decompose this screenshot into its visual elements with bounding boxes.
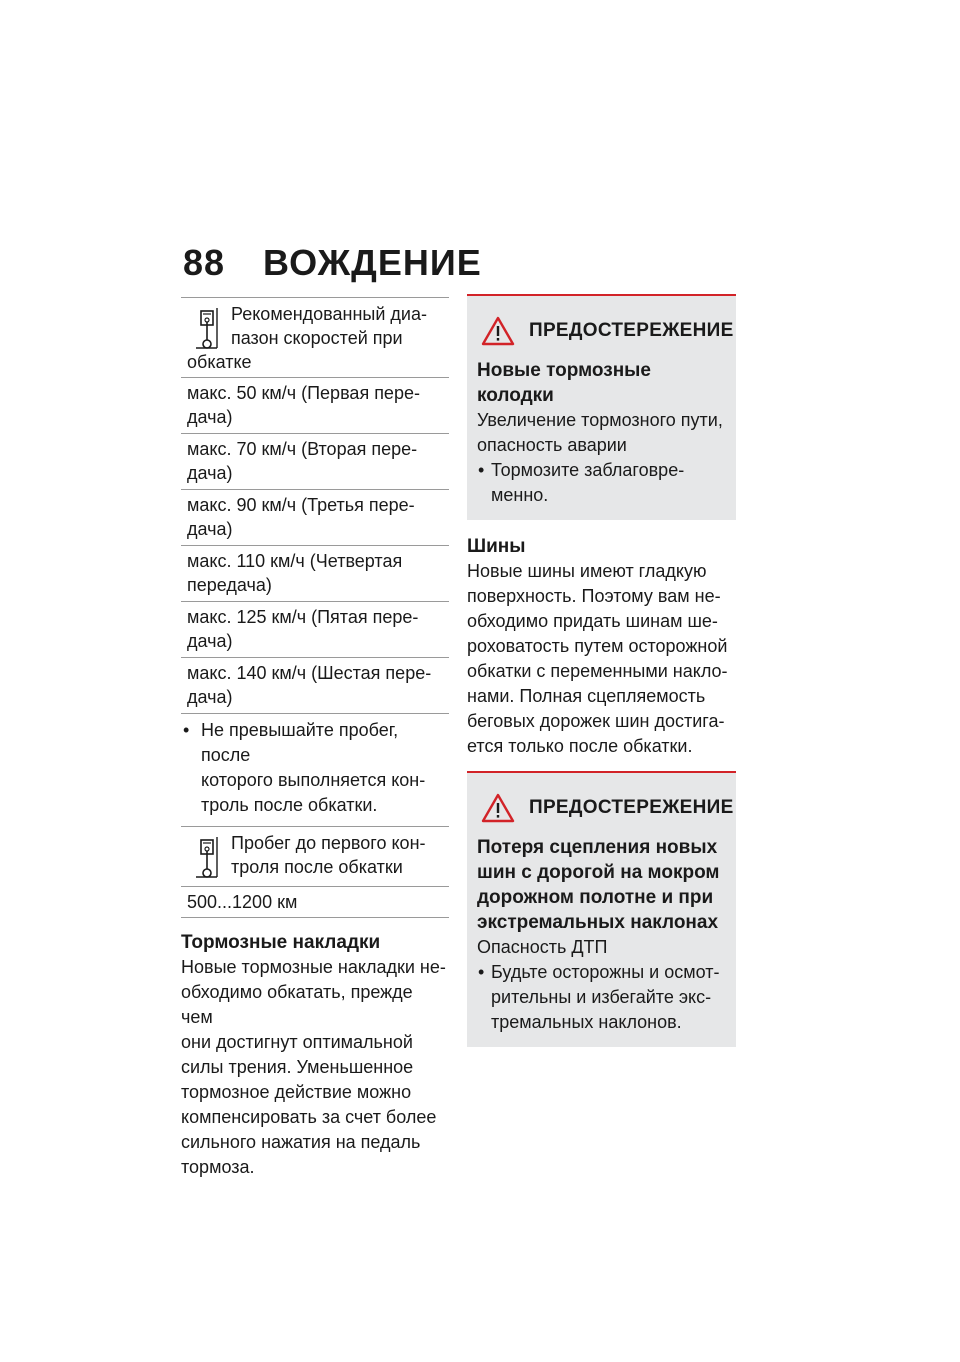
bullet-line: которого выполняется кон-	[201, 770, 426, 790]
table-row	[181, 378, 449, 434]
warning-text	[477, 408, 726, 458]
left-column	[181, 297, 449, 1180]
brake-pads-heading: Тормозные накладки	[181, 932, 381, 953]
text-line: тремальных наклонов.	[491, 1012, 682, 1032]
text-line: они достигнут оптимальной	[181, 1032, 413, 1052]
bullet-item	[181, 718, 449, 818]
text-line: поверхность. Поэтому вам не-	[467, 586, 721, 606]
table-cell-line: дача)	[187, 519, 233, 539]
first-inspection-table-head	[181, 827, 449, 887]
warning-triangle-icon	[481, 793, 515, 823]
table-row	[181, 658, 449, 714]
table-cell-line: дача)	[187, 463, 233, 483]
warning-bullet	[477, 458, 726, 508]
table-cell-line: макс. 125 км/ч (Пятая пере-	[187, 607, 419, 627]
text-line: сильного нажатия на педаль	[181, 1132, 421, 1152]
text-line: Увеличение тормозного пути,	[477, 410, 723, 430]
tires-heading: Шины	[467, 536, 526, 557]
warning-triangle-icon	[481, 316, 515, 346]
first-inspection-table	[181, 826, 449, 918]
page-header	[183, 238, 482, 288]
text-line: нами. Полная сцепляемость	[467, 686, 706, 706]
right-column	[467, 294, 736, 1047]
warning-title-row	[477, 791, 734, 825]
bullet-line: троль после обкатки.	[201, 795, 378, 815]
text-line: Новые тормозные накладки не-	[181, 957, 446, 977]
text-line: компенсировать за счет более	[181, 1107, 437, 1127]
table-row	[181, 546, 449, 602]
piston-icon	[195, 308, 219, 350]
text-line: обкатки с переменными накло-	[467, 661, 728, 681]
table-head-line: пазон скоростей при	[231, 328, 403, 348]
table-cell-line: передача)	[187, 575, 272, 595]
table-cell-value: 500...1200 км	[187, 892, 298, 912]
text-line: Опасность ДТП	[477, 937, 608, 957]
warning-title: ПРЕДОСТЕРЕЖЕНИЕ	[529, 320, 734, 341]
text-line: менно.	[491, 485, 549, 505]
table-head-line: троля после обкатки	[231, 857, 403, 877]
text-line: Потеря сцепления новых	[477, 837, 718, 858]
warning-heading	[477, 835, 726, 935]
tires-text	[467, 559, 736, 759]
text-line: опасность аварии	[477, 435, 627, 455]
table-cell-line: дача)	[187, 631, 233, 651]
table-cell-line: макс. 140 км/ч (Шестая пере-	[187, 663, 432, 683]
bullet-line: • Не превышайте пробег, после	[201, 720, 399, 765]
warning-bullet	[477, 960, 726, 1035]
warning-box-brake-pads	[467, 294, 736, 520]
break-in-speed-table	[181, 297, 449, 714]
text-line: силы трения. Уменьшенное	[181, 1057, 414, 1077]
page-number: 88	[183, 242, 226, 283]
table-row	[181, 434, 449, 490]
text-line: ется только после обкатки.	[467, 736, 693, 756]
text-line: • Тормозите заблаговре-	[491, 460, 685, 480]
table-row	[181, 490, 449, 546]
warning-box-new-tires	[467, 771, 736, 1047]
text-line: рительны и избегайте экс-	[491, 987, 712, 1007]
table-cell-line: макс. 110 км/ч (Четвертая	[187, 551, 403, 571]
table-head-line: Рекомендованный диа-	[231, 304, 427, 324]
table-cell-line: макс. 50 км/ч (Первая пере-	[187, 383, 420, 403]
table-cell-line: макс. 90 км/ч (Третья пере-	[187, 495, 415, 515]
warning-title: ПРЕДОСТЕРЕЖЕНИЕ	[529, 797, 734, 818]
section-title: ВОЖДЕНИЕ	[263, 242, 482, 283]
warning-title-row	[477, 314, 734, 348]
brake-pads-text	[181, 955, 449, 1180]
text-line: обходимо обкатать, прежде чем	[181, 982, 413, 1027]
text-line: тормоза.	[181, 1157, 255, 1177]
text-line: обходимо придать шинам ше-	[467, 611, 718, 631]
table-cell-line: макс. 70 км/ч (Вторая пере-	[187, 439, 418, 459]
table-head-line: обкатке	[187, 352, 252, 372]
table-cell-line: дача)	[187, 687, 233, 707]
table-row	[181, 602, 449, 658]
table-row	[181, 887, 449, 918]
text-line: Новые шины имеют гладкую	[467, 561, 707, 581]
text-line: дорожном полотне и при	[477, 887, 714, 908]
text-line: Новые тормозные	[477, 360, 651, 381]
text-line: тормозное действие можно	[181, 1082, 412, 1102]
warning-heading	[477, 358, 726, 408]
text-line: роховатость путем осторожной	[467, 636, 728, 656]
warning-text	[477, 935, 726, 960]
text-line: экстремальных наклонах	[477, 912, 719, 933]
text-line: беговых дорожек шин достига-	[467, 711, 725, 731]
text-line: шин с дорогой на мокром	[477, 862, 720, 883]
break-in-speed-table-head	[181, 298, 449, 378]
table-cell-line: дача)	[187, 407, 233, 427]
piston-icon	[195, 837, 219, 879]
text-line: колодки	[477, 385, 554, 406]
text-line: • Будьте осторожны и осмот-	[491, 962, 720, 982]
table-head-line: Пробег до первого кон-	[231, 833, 426, 853]
